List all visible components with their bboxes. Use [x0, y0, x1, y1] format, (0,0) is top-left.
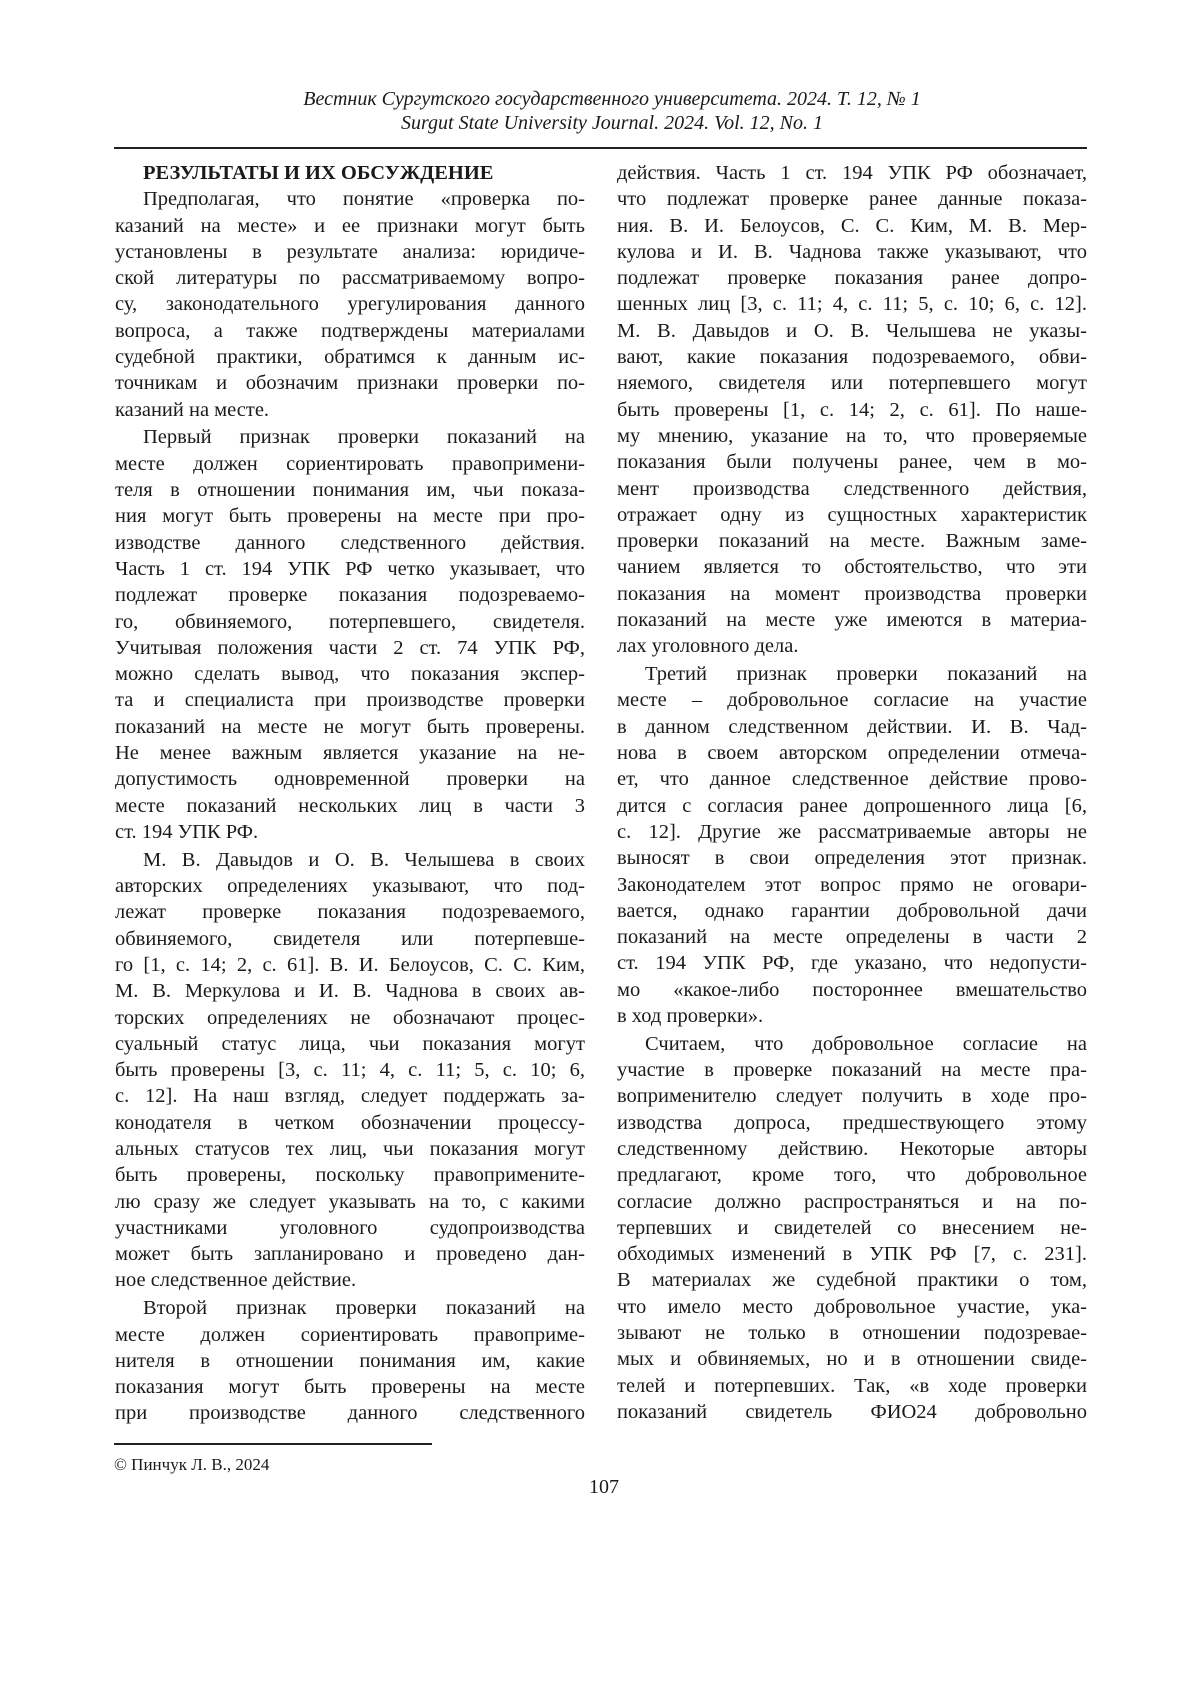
text-line: изводства допроса, предшествующего этому — [617, 1110, 1087, 1136]
left-column — [115, 160, 585, 1428]
right-column — [617, 160, 1087, 1427]
text-line: быть проверены, поскольку правопримените- — [115, 1162, 585, 1188]
text-line: показаний на месте уже имеются в материа- — [617, 607, 1087, 633]
text-line: быть проверены [1, с. 14; 2, с. 61]. По наше- — [617, 397, 1087, 423]
text-line: месте показаний нескольких лиц в части 3 — [115, 793, 585, 819]
text-line: го [1, с. 14; 2, с. 61]. В. И. Белоусов, С. С. Ким, — [115, 952, 585, 978]
text-line: торских определениях не обозначают процес- — [115, 1005, 585, 1031]
text-line: М. В. Меркулова и И. В. Чаднова в своих ав- — [115, 978, 585, 1004]
text-line: Предполагая, что понятие «проверка по- — [115, 186, 585, 212]
journal-title-en: Surgut State University Journal. 2024. Vol. 12, No. 1 — [12, 112, 1200, 135]
text-line: Законодателем этот вопрос прямо не оговари- — [617, 872, 1087, 898]
text-line: вают, какие показания подозреваемого, обви- — [617, 344, 1087, 370]
text-line: дится с согласия ранее допрошенного лица [6, — [617, 793, 1087, 819]
text-line: обходимых изменений в УПК РФ [7, с. 231]. — [617, 1241, 1087, 1267]
text-line: М. В. Давыдов и О. В. Челышева в своих — [115, 847, 585, 873]
text-line: ст. 194 УПК РФ. — [115, 819, 585, 845]
text-line: ст. 194 УПК РФ, где указано, что недопусти- — [617, 950, 1087, 976]
text-line: ное следственное действие. — [115, 1267, 585, 1293]
text-line: обвиняемого, свидетеля или потерпевше- — [115, 926, 585, 952]
copyright-footnote: © Пинчук Л. В., 2024 — [114, 1455, 269, 1475]
text-line: теля в отношении понимания им, чьи показа- — [115, 477, 585, 503]
text-line: Первый признак проверки показаний на — [115, 424, 585, 450]
text-line: казаний на месте» и ее признаки могут быть — [115, 213, 585, 239]
text-line: показаний на месте определены в части 2 — [617, 924, 1087, 950]
text-line: вается, однако гарантии добровольной дачи — [617, 898, 1087, 924]
text-line: в данном следственном действии. И. В. Чад- — [617, 714, 1087, 740]
text-line: показания на момент производства проверки — [617, 581, 1087, 607]
text-line: подлежат проверке показания подозреваемо- — [115, 582, 585, 608]
paragraph — [617, 661, 1087, 1029]
text-line: нова в своем авторском определении отмеча- — [617, 740, 1087, 766]
text-line: Учитывая положения части 2 ст. 74 УПК РФ, — [115, 635, 585, 661]
text-line: ет, что данное следственное действие прово- — [617, 766, 1087, 792]
text-line: месте – добровольное согласие на участие — [617, 687, 1087, 713]
paragraph — [617, 160, 1087, 660]
text-line: участниками уголовного судопроизводства — [115, 1215, 585, 1241]
text-line: Второй признак проверки показаний на — [115, 1295, 585, 1321]
section-heading: РЕЗУЛЬТАТЫ И ИХ ОБСУЖДЕНИЕ — [115, 160, 585, 186]
text-line: лежат проверке показания подозреваемого, — [115, 899, 585, 925]
text-line: конодателя в четком обозначении процессу- — [115, 1110, 585, 1136]
text-line: изводстве данного следственного действия. — [115, 530, 585, 556]
text-line: судебной практики, обратимся к данным ис- — [115, 344, 585, 370]
text-line: действия. Часть 1 ст. 194 УПК РФ обозначает, — [617, 160, 1087, 186]
text-line: няемого, свидетеля или потерпевшего могут — [617, 370, 1087, 396]
text-line: подлежат проверке показания ранее допро- — [617, 265, 1087, 291]
text-line: Считаем, что добровольное согласие на — [617, 1031, 1087, 1057]
text-line: Часть 1 ст. 194 УПК РФ четко указывает, что — [115, 556, 585, 582]
text-line: мент производства следственного действия, — [617, 476, 1087, 502]
text-line: следственному действию. Некоторые авторы — [617, 1136, 1087, 1162]
text-line: согласие должно распространяться и на по- — [617, 1189, 1087, 1215]
text-line: предлагают, кроме того, что добровольное — [617, 1162, 1087, 1188]
text-line: точникам и обозначим признаки проверки по- — [115, 370, 585, 396]
text-line: месте должен сориентировать правопримени- — [115, 451, 585, 477]
paragraph — [115, 424, 585, 845]
header-divider — [114, 147, 1087, 149]
text-line: ской литературы по рассматриваемому вопро- — [115, 265, 585, 291]
text-line: ния могут быть проверены на месте при про- — [115, 503, 585, 529]
text-line: вопроса, а также подтверждены материалами — [115, 318, 585, 344]
text-line: показаний на месте не могут быть проверены. — [115, 714, 585, 740]
text-line: суальный статус лица, чьи показания могут — [115, 1031, 585, 1057]
text-line: ния. В. И. Белоусов, С. С. Ким, М. В. Мер- — [617, 213, 1087, 239]
text-line: мо «какое-либо постороннее вмешательство — [617, 977, 1087, 1003]
text-line: альных статусов тех лиц, чьи показания могут — [115, 1136, 585, 1162]
text-line: зывают не только в отношении подозревае- — [617, 1320, 1087, 1346]
text-line: та и специалиста при производстве проверки — [115, 687, 585, 713]
text-line: быть проверены [3, с. 11; 4, с. 11; 5, с. 10; 6, — [115, 1057, 585, 1083]
text-line: отражает одну из сущностных характеристик — [617, 502, 1087, 528]
text-line: телей и потерпевших. Так, «в ходе проверки — [617, 1373, 1087, 1399]
text-line: Не менее важным является указание на не- — [115, 740, 585, 766]
text-line: показаний свидетель ФИО24 добровольно — [617, 1399, 1087, 1425]
text-line: выносят в свои определения этот признак. — [617, 845, 1087, 871]
paragraph — [115, 847, 585, 1294]
text-line: может быть запланировано и проведено дан- — [115, 1241, 585, 1267]
text-line: лах уголовного дела. — [617, 633, 1087, 659]
text-line: казаний на месте. — [115, 397, 585, 423]
journal-title-ru: Вестник Сургутского государственного университета. 2024. Т. 12, № 1 — [12, 88, 1200, 111]
text-line: чанием является то обстоятельство, что эти — [617, 554, 1087, 580]
text-line: в ход проверки». — [617, 1003, 1087, 1029]
text-line: что подлежат проверке ранее данные показа- — [617, 186, 1087, 212]
text-line: с. 12]. Другие же рассматриваемые авторы не — [617, 819, 1087, 845]
text-line: М. В. Давыдов и О. В. Челышева не указы- — [617, 318, 1087, 344]
text-line: шенных лиц [3, с. 11; 4, с. 11; 5, с. 10; 6, с. 12]. — [617, 291, 1087, 317]
text-line: го, обвиняемого, потерпевшего, свидетеля. — [115, 609, 585, 635]
text-line: проверки показаний на месте. Важным заме- — [617, 528, 1087, 554]
text-line: можно сделать вывод, что показания экспер- — [115, 661, 585, 687]
text-line: мых и обвиняемых, но и в отношении свиде- — [617, 1346, 1087, 1372]
text-line: кулова и И. В. Чаднова также указывают, что — [617, 239, 1087, 265]
text-line: при производстве данного следственного — [115, 1400, 585, 1426]
text-line: показания были получены ранее, чем в мо- — [617, 449, 1087, 475]
text-line: с. 12]. На наш взгляд, следует поддержать за- — [115, 1083, 585, 1109]
page-number: 107 — [0, 1476, 1200, 1499]
text-line: что имело место добровольное участие, ука- — [617, 1294, 1087, 1320]
text-line: авторских определениях указывают, что под- — [115, 873, 585, 899]
text-line: му мнению, указание на то, что проверяемые — [617, 423, 1087, 449]
text-line: допустимость одновременной проверки на — [115, 766, 585, 792]
text-line: су, законодательного урегулирования данного — [115, 291, 585, 317]
text-line: нителя в отношении понимания им, какие — [115, 1348, 585, 1374]
text-line: установлены в результате анализа: юридиче- — [115, 239, 585, 265]
text-line: лю сразу же следует указывать на то, с какими — [115, 1189, 585, 1215]
text-line: воприменителю следует получить в ходе про- — [617, 1083, 1087, 1109]
text-line: Третий признак проверки показаний на — [617, 661, 1087, 687]
text-line: показания могут быть проверены на месте — [115, 1374, 585, 1400]
paragraph — [617, 1031, 1087, 1425]
text-line: В материалах же судебной практики о том, — [617, 1267, 1087, 1293]
paragraph — [115, 1295, 585, 1426]
paragraph — [115, 186, 585, 423]
text-line: участие в проверке показаний на месте пра- — [617, 1057, 1087, 1083]
text-line: месте должен сориентировать правоприме- — [115, 1322, 585, 1348]
text-line: терпевших и свидетелей со внесением не- — [617, 1215, 1087, 1241]
footnote-divider — [114, 1443, 432, 1445]
